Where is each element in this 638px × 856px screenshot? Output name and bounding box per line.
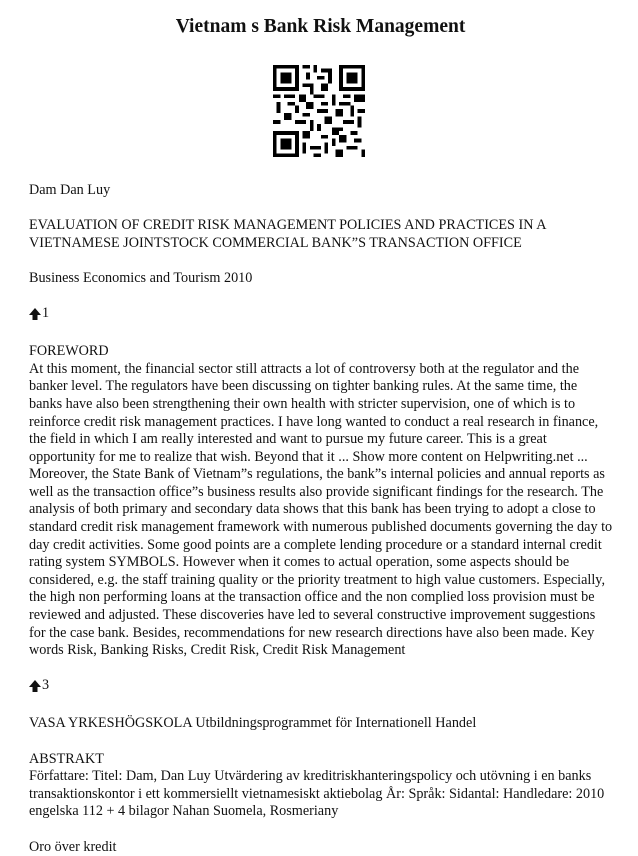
program-info: Business Economics and Tourism 2010 <box>29 269 253 286</box>
foreword-text: At this moment, the financial sector still attracts a lot of controversy both at the regulator and the banker level. The regulators have been discussing on tighter banking rules. At the same time, the banks have also been strengthening their own health with stricter supervision, one of which is to reinforce credit risk management practices. I have long wanted to conduct a real research in finance, the field in which I am really interested and want to pursue my future career. This is a great opportunity for me to realize that wish. Beyond that it ... Show more content on Helpwriting.net ... Moreover, the State Bank of Vietnam”s regulations, the bank”s internal policies and annual reports as well as the transaction office”s business results also provide significant findings for the research. The analysis of both primary and secondary data shows that this bank has been trying to adopt a close to standard credit risk management framework with numerous published documents governing the day to day credit activities. Some good points are a complete lending procedure or a standard internal credit rating system SYMBOLS. However when it comes to actual operation, some aspects should be considered, e.g. the staff training quality or the priority treatment to high value customers. Especially, the high non performing loans at the transaction office and the non complied loss provision must be reviewed and adjusted. These discoveries have led to several constructive improvement suggestions for the case bank. Besides, recommendations for new research directions have also been made. Key words Risk, Banking Risks, Credit Risk, Credit Risk Management <box>29 360 613 659</box>
foreword-heading: FOREWORD <box>29 343 109 360</box>
marker-label-3: 3 <box>42 677 50 694</box>
page-title: Vietnam s Bank Risk Management <box>175 16 466 37</box>
abstrakt-heading: ABSTRAKT <box>29 750 104 767</box>
page-marker-3 <box>29 677 49 695</box>
marker-label-1: 1 <box>42 305 50 322</box>
thesis-title: EVALUATION OF CREDIT RISK MANAGEMENT POLICIES AND PRACTICES IN A VIETNAMESE JOINTSTOCK COMMERCIAL BANK”S TRANSACTION OFFICE <box>29 217 546 251</box>
arrow-up-icon <box>29 308 41 320</box>
page-marker-1 <box>29 305 49 323</box>
school-line: VASA YRKESHÖGSKOLA Utbildningsprogrammet för Internationell Handel <box>29 715 477 732</box>
qr-code-icon <box>273 65 365 157</box>
document-body <box>29 182 613 856</box>
author-name: Dam Dan Luy <box>29 182 111 198</box>
closing-text: Oro över kredit <box>29 838 117 855</box>
arrow-up-icon <box>29 680 41 692</box>
abstrakt-text: Författare: Titel: Dam, Dan Luy Utvärdering av kreditriskhanteringspolicy och utövning i en banks transaktionskontor i ett kommersiellt vietnamesiskt aktiebolag År: Språk: Sidantal: Handledare: 2010 engelska 112 + 4 bilagor Nahan Suomela, Rosmeriany <box>29 768 605 820</box>
